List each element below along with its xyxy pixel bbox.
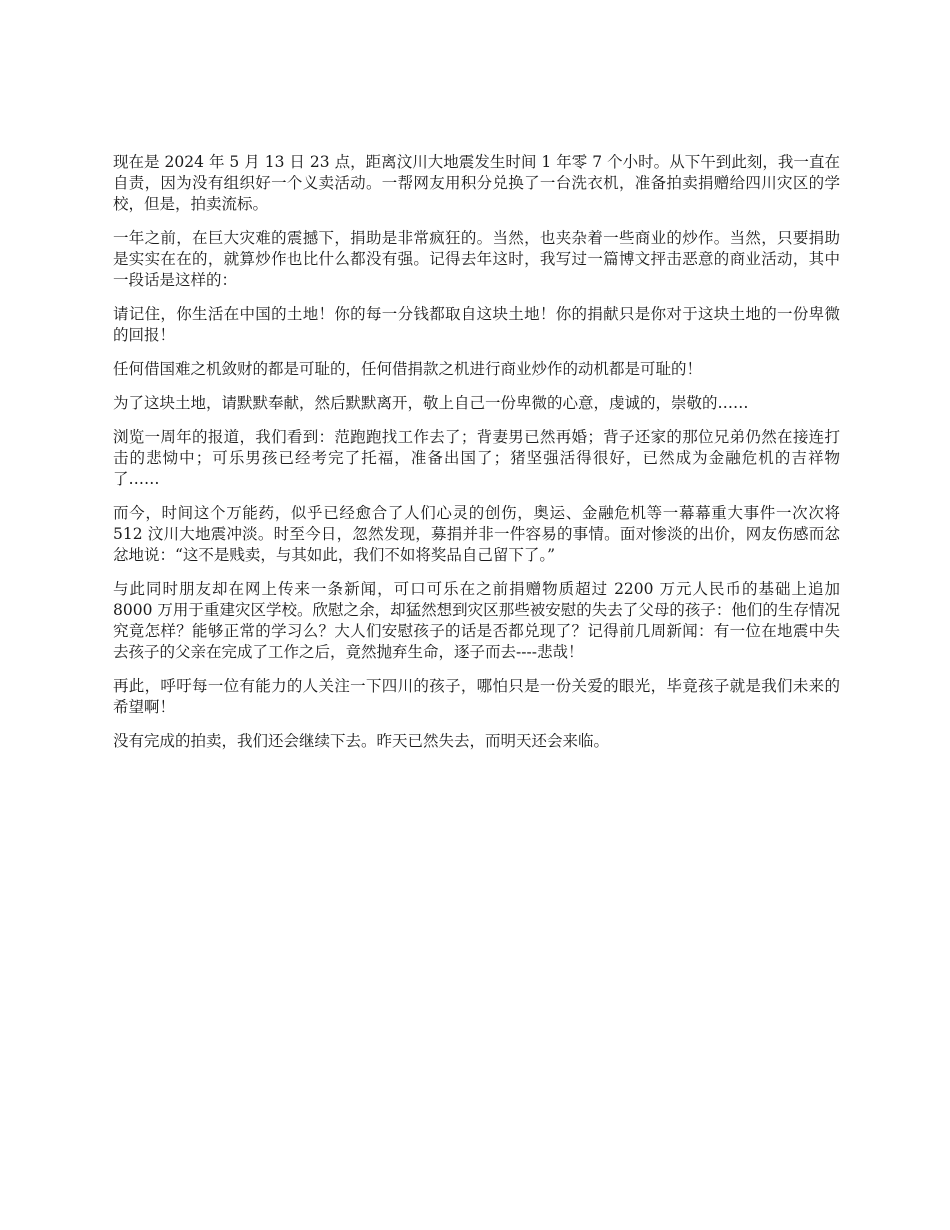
paragraph-2: 一年之前，在巨大灾难的震撼下，捐助是非常疯狂的。当然，也夹杂着一些商业的炒作。当然，只要捐助是实实在在的，就算炒作也比什么都没有强。记得去年这时，我写过一篇博文抨击恶意的商业活动，其中一段话是这样的： xyxy=(113,229,840,289)
paragraph-7: 而今，时间这个万能药，似乎已经愈合了人们心灵的创伤，奥运、金融危机等一幕幕重大事件一次次将 512 汶川大地震冲淡。时至今日，忽然发现，募捐并非一件容易的事情。面对惨淡的出价，网友伤感而忿忿地说：“这不是贱卖，与其如此，我们不如将奖品自己留下了。” xyxy=(113,504,840,564)
paragraph-10: 没有完成的拍卖，我们还会继续下去。昨天已然失去，而明天还会来临。 xyxy=(113,732,610,750)
paragraph-8: 与此同时朋友却在网上传来一条新闻，可口可乐在之前捐赠物质超过 2200 万元人民币的基础上追加 8000 万用于重建灾区学校。欣慰之余，却猛然想到灾区那些被安慰的失去了父母的孩子：他们的生存情况究竟怎样？能够正常的学习么？大人们安慰孩子的话是否都兑现了？记得前几周新闻：有一位在地震中失去孩子的父亲在完成了工作之后，竟然抛弃生命，逐子而去----悲哉！ xyxy=(113,580,840,661)
document-body xyxy=(113,152,840,765)
paragraph-5: 为了这块土地，请默默奉献，然后默默离开，敬上自己一份卑微的心意，虔诚的，崇敬的…… xyxy=(113,394,749,412)
paragraph-6: 浏览一周年的报道，我们看到：范跑跑找工作去了；背妻男已然再婚；背子还家的那位兄弟仍然在接连打击的悲恸中；可乐男孩已经考完了托福，准备出国了；猪坚强活得很好，已然成为金融危机的吉祥物了…… xyxy=(113,428,840,488)
paragraph-9: 再此，呼吁每一位有能力的人关注一下四川的孩子，哪怕只是一份关爱的眼光，毕竟孩子就是我们未来的希望啊！ xyxy=(113,677,840,716)
paragraph-4: 任何借国难之机敛财的都是可耻的，任何借捐款之机进行商业炒作的动机都是可耻的！ xyxy=(113,360,703,378)
paragraph-1: 现在是 2024 年 5 月 13 日 23 点，距离汶川大地震发生时间 1 年零 7 个小时。从下午到此刻，我一直在自责，因为没有组织好一个义卖活动。一帮网友用积分兑换了一台洗衣机，准备拍卖捐赠给四川灾区的学校，但是，拍卖流标。 xyxy=(113,153,840,213)
paragraph-3: 请记住，你生活在中国的土地！你的每一分钱都取自这块土地！你的捐献只是你对于这块土地的一份卑微的回报！ xyxy=(113,305,840,344)
